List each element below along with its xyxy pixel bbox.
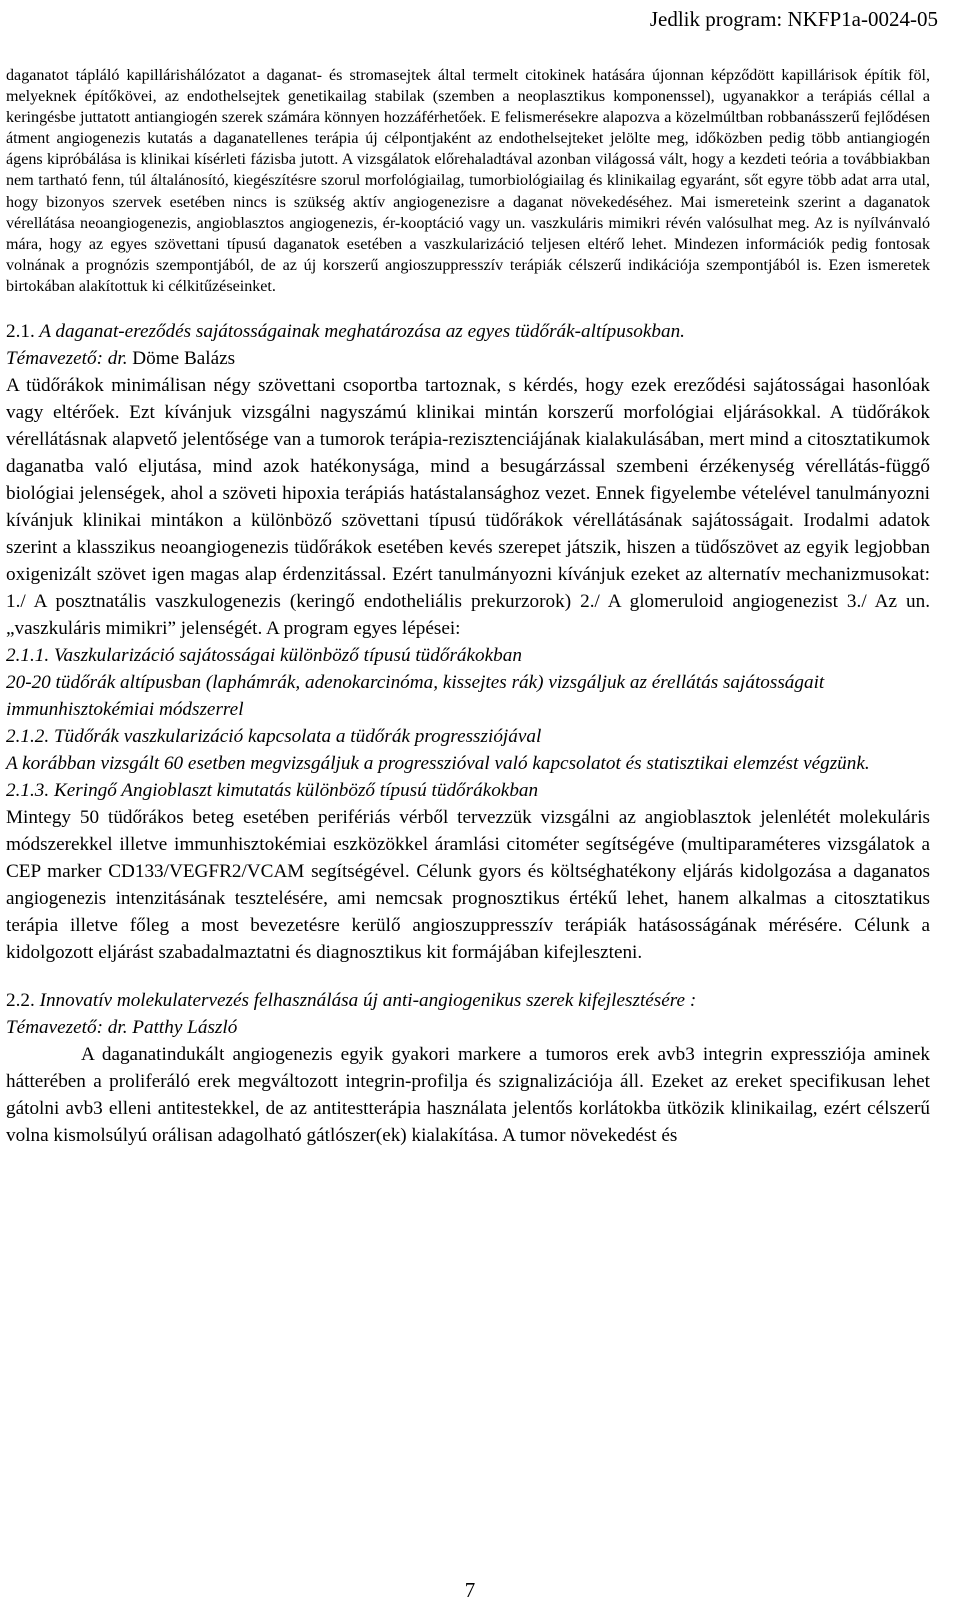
section-2-1-heading [6,318,930,345]
subsection-2-1-2-description: A korábban vizsgált 60 esetben megvizsgáljuk a progresszióval való kapcsolatot és statisztikai elemzést végzünk. [6,753,870,775]
supervisor-label: Témavezető: dr. [6,348,128,370]
spacer [6,297,930,318]
subsection-2-1-1-description: 20-20 tüdőrák altípusban (laphámrák, adenokarcinóma, kissejtes rák) vizsgáljuk az érellátás sajátosságait immunhisztokémiai módszerrel [6,672,825,721]
section-2-2-supervisor: Témavezető: dr. Patthy László [6,1017,238,1039]
section-title: A daganat-ereződés sajátosságainak meghatározása az egyes tüdőrák-altípusokban. [34,321,685,343]
subsection-2-1-1-title: 2.1.1. Vaszkularizáció sajátosságai különböző típusú tüdőrákokban [6,645,522,667]
intro-paragraph: daganatot tápláló kapillárishálózatot a daganat- és stromasejtek által termelt citokinek hatására újonnan képződött kapillárisok építik föl, melyeknek építőkövei, az endothelsejtek genetikailag stabilak (szemben a neoplasztikus komponenssel), ugyanakkor a terápiás céllal a keringésbe juttatott antiangiogén szerek számára könnyen hozzáférhetőek. E felismerésekre alapozva a közelmúltban robbanásszerű fejlődésen átment angiogenezis kutatás a daganatellenes terápia új célpontjaként az endothelsejteket jelölte meg, időközben pedig több antiangiogén ágens kipróbálása is klinikai kísérleti fázisba jutott. A vizsgálatok előrehaladtával azonban világossá vált, hogy a kezdeti teória a továbbiakban nem tartható fenn, túl általánosító, kiegészítésre szorul morfológiailag, tumorbiológiailag és klinikailag egyaránt, sőt egyre több adat arra utal, hogy bizonyos szervek esetében nincs is szükség aktív angiogenezisre a daganat növekedéséhez. Mai ismereteink szerint a daganatok vérellátása neoangiogenezis, angioblasztos angiogenezis, ér-kooptáció vagy un. vaszkuláris mimikri révén valósulhat meg. Az is nyílvánvaló mára, hogy az egyes szövettani típusú daganatok esetében a vaszkularizáció teljesen eltérő lehet. Mindezen információk pedig fontosak volnának a prognózis szempontjából, de az új korszerű angioszuppresszív terápiák célszerű indikációja szempontjából is. Ezen ismeretek birtokában alakítottuk ki célkitűzéseinket. [6,67,930,295]
subsection-2-1-3-title: 2.1.3. Keringő Angioblaszt kimutatás különböző típusú tüdőrákokban [6,780,539,802]
subsection-2-1-2-title: 2.1.2. Tüdőrák vaszkularizáció kapcsolata a tüdőrák progressziójával [6,726,542,748]
supervisor-name: Döme Balázs [127,348,236,370]
page-header: Jedlik program: NKFP1a-0024-05 [649,7,938,31]
section-2-2-heading [6,987,930,1014]
page-number: 7 [464,1578,476,1602]
spacer [6,966,930,987]
section-title: Innovatív molekulatervezés felhasználása új anti-angiogenikus szerek kifejlesztésére : [34,990,697,1012]
document-body [6,65,930,1149]
section-2-1-supervisor [6,345,930,372]
section-2-1-body: A tüdőrákok minimálisan négy szövettani csoportba tartoznak, s kérdés, hogy ezek ereződési sajátosságai hasonlóak vagy eltérőek. Ezt kívánjuk vizsgálni nagyszámú klinikai mintán korszerű morfológiai eljárásokkal. A tüdőrákok vérellátásnak alapvető jelentősége van a tumorok terápia-rezisztenciájának kialakulásában, mert mind a citosztatikumok daganatba való eljutása, mind azok hatékonysága, mind a besugárzással szembeni érzékenység vérellátás-függő biológiai jelenségek, ahol a szöveti hipoxia terápiás hatástalansághoz vezet. Ennek figyelembe vételével tanulmányozni kívánjuk klinikai mintákon a különböző szövettani típusú tüdőrákok vérellátásának sajátosságait. Irodalmi adatok szerint a klasszikus neoangiogenezis tüdőrákok esetében kevés szerepet játszik, hiszen a tüdőszövet az egyik legjobban oxigenizált szövet igen magas alap érdenzitással. Ezért tanulmányozni kívánjuk ezeket az alternatív mechanizmusokat: 1./ A posztnatális vaszkulogenezis (keringő endotheliális prekurzorok) 2./ A glomeruloid angiogenezist 3./ Az un. „vaszkuláris mimikri” jelenségét. A program egyes lépései: [6,375,930,640]
section-2-2-body: A daganatindukált angiogenezis egyik gyakori markere a tumoros erek avb3 integrin expressziója aminek hátterében a proliferáló erek megváltozott integrin-profilja és szignalizációja áll. Ezeket az ereket specifikusan lehet gátolni avb3 elleni antitestekkel, de az antitestterápia használata jelentős korlátokba ütközik klinikailag, ezért célszerű volna kismolsúlyú orálisan adagolható gátlószer(ek) kialakítása. A tumor növekedést és [6,1044,930,1147]
section-number: 2.1. [6,321,35,343]
subsection-2-1-3-body: Mintegy 50 tüdőrákos beteg esetében perifériás vérből tervezzük vizsgálni az angioblasztok jelenlétét molekuláris módszerekkel illetve immunhisztokémiai eszközökkel áramlási citométer segítségéve (multiparaméteres vizsgálatok a CEP marker CD133/VEGFR2/VCAM segítségével. Célunk gyors és költséghatékony eljárás kidolgozása a daganatos angiogenezis intenzitásának tesztelésére, ami nemcsak prognosztikus értékű lehet, hanem alkalmas a citosztatikus terápia illetve főleg a most bevezetésre kerülő angioszuppresszív terápiák hatásosságának mérésére. Célunk a kidolgozott eljárást szabadalmaztatni és diagnosztikus kit formájában kifejleszteni. [6,807,930,964]
section-number: 2.2. [6,990,35,1012]
